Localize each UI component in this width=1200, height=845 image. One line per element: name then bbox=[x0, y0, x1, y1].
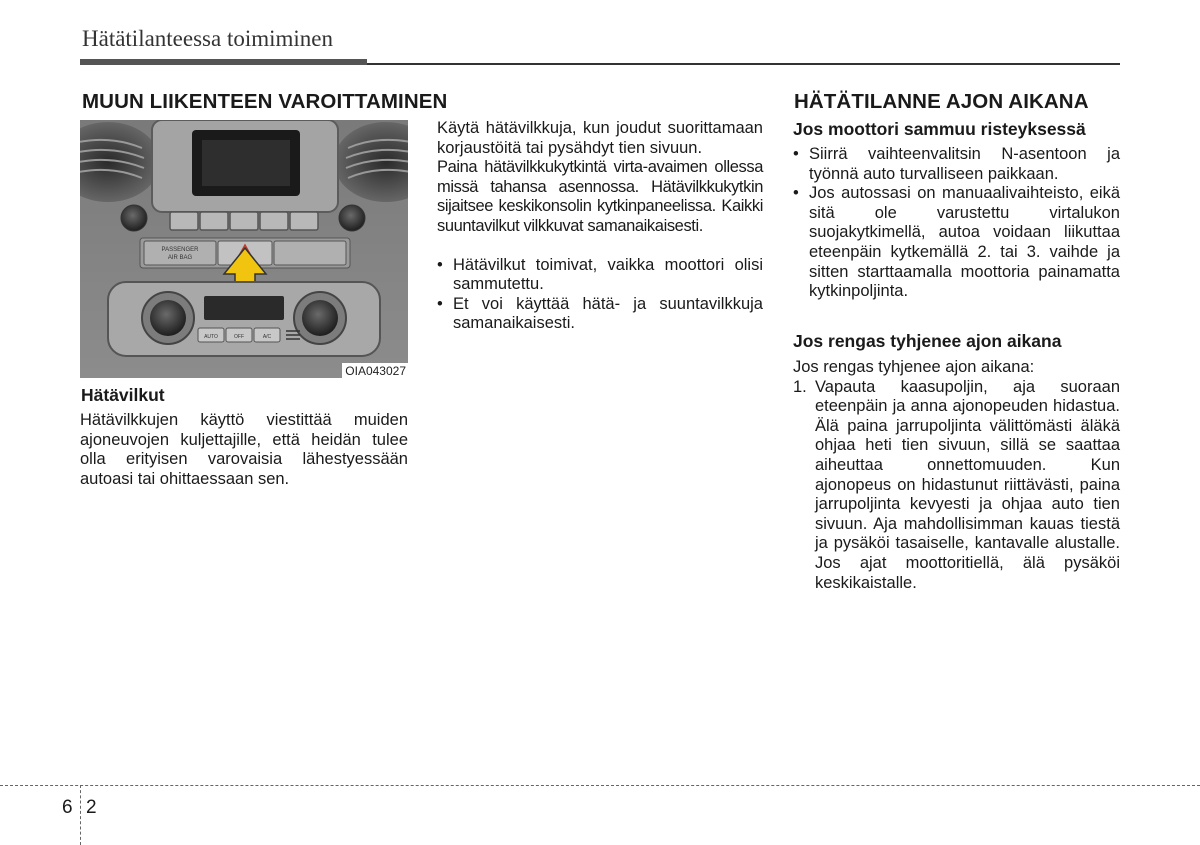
middle-paragraph-2: Paina hätävilkkukytkintä virta-avaimen ollessa missä tahansa asennossa. Hätävilkkukytkin sijaitsee keskikonsolin kytkinpaneelissa. Kaikki suuntavilkut vilkkuvat samanaikaisesti. bbox=[437, 158, 763, 235]
temperature-knob bbox=[150, 300, 186, 336]
engine-stalls-list bbox=[793, 145, 1120, 302]
hazard-lights-text: Hätävilkkujen käyttö viestittää muiden ajoneuvojen kuljettajille, että heidän tulee olla erityisen varovaisia lähestyessään autoasi tai ohittaessaan sen. bbox=[80, 411, 408, 488]
flat-tire-section bbox=[793, 358, 1120, 593]
subheading-flat-tire: Jos rengas tyhjenee ajon aikana bbox=[793, 331, 1062, 351]
page-header-title: Hätätilanteessa toimiminen bbox=[82, 26, 334, 51]
page-number: 2 bbox=[86, 797, 97, 818]
fan-knob bbox=[302, 300, 338, 336]
passenger-airbag-label-2: AIR BAG bbox=[167, 255, 193, 261]
climate-label-ac: A/C bbox=[262, 334, 272, 340]
figure-caption: OIA043027 bbox=[342, 363, 408, 378]
passenger-airbag-label-1: PASSENGER bbox=[161, 247, 199, 253]
header-rule-thick bbox=[80, 59, 367, 65]
middle-bullet-list bbox=[437, 256, 763, 334]
hazard-lights-paragraph bbox=[80, 411, 408, 489]
middle-bullet-1: • Hätävilkut toimivat, vaikka moottori olisi sammutettu. bbox=[437, 256, 763, 295]
middle-bullet-2: • Et voi käyttää hätä- ja suuntavilkkuja samanaikaisesti. bbox=[437, 295, 763, 334]
middle-paragraph-1: Käytä hätävilkkuja, kun joudut suorittamaan korjaustöitä tai pysähdyt tien sivuun. bbox=[437, 119, 763, 157]
footer-rule bbox=[0, 785, 1200, 786]
climate-label-off: OFF bbox=[234, 334, 244, 340]
engine-stalls-bullet-1: • Siirrä vaihteenvalitsin N-asentoon ja työnnä auto turvalliseen paikkaan. bbox=[793, 145, 1120, 184]
subheading-hazard-lights: Hätävilkut bbox=[81, 385, 165, 405]
footer-divider bbox=[80, 785, 81, 845]
climate-label-auto: AUTO bbox=[204, 334, 218, 340]
chapter-number: 6 bbox=[62, 797, 73, 818]
dashboard-illustration bbox=[80, 120, 408, 378]
middle-column bbox=[437, 119, 763, 334]
section-heading-warning-traffic: MUUN LIIKENTEEN VAROITTAMINEN bbox=[82, 90, 448, 113]
flat-tire-intro: Jos rengas tyhjenee ajon aikana: bbox=[793, 358, 1035, 376]
step-number: 1. bbox=[793, 377, 807, 396]
hazard-switch-figure bbox=[80, 120, 408, 378]
section-heading-emergency-driving: HÄTÄTILANNE AJON AIKANA bbox=[794, 90, 1089, 113]
subheading-engine-stalls: Jos moottori sammuu risteyksessä bbox=[793, 119, 1086, 139]
step-text: Vapauta kaasupoljin, aja suoraan eteenpäin ja anna ajonopeuden hidastua. Älä paina jarrupoljinta välittömästi äläkä ohjaa heti tien sivuun, sillä se saattaa aiheuttaa onnettomuuden. Kun ajonopeus on hidastunut riittävästi, paina jarrupoljinta kevyesti ja ohjaa auto tien sivuun. Aja mahdollisimman kauas tiestä ja pysäköi tasaiselle, kantavalle alustalle. Jos ajat moottoritiellä, älä pysäköi keskikaistalle. bbox=[815, 377, 1120, 592]
header-rule-thin bbox=[367, 63, 1120, 65]
flat-tire-step-1 bbox=[793, 378, 1120, 594]
flat-tire-steps bbox=[793, 378, 1120, 594]
engine-stalls-bullet-2: • Jos autossasi on manuaalivaihteisto, eikä sitä ole varustettu virtalukon suojakytkimellä, autoa voidaan liikuttaa eteenpäin kytkemällä 2. tai 3. vaihde ja sitten starttaamalla moottoria painamatta kytkinpoljinta. bbox=[793, 184, 1120, 302]
